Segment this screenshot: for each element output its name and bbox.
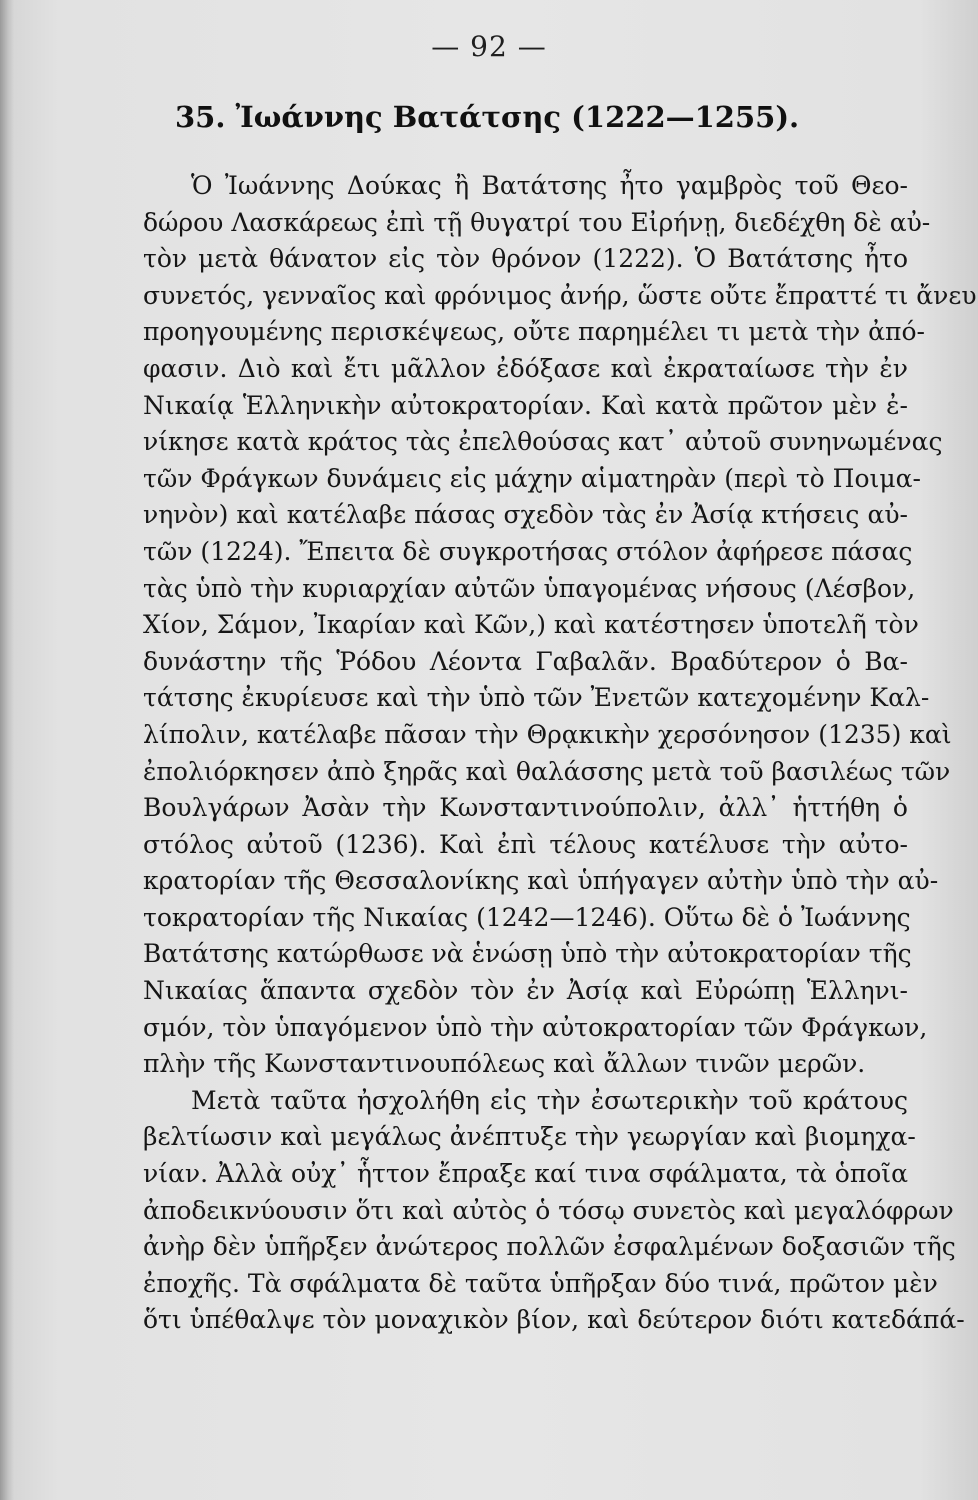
text-line: ἐπολιόρκησεν ἀπὸ ξηρᾶς καὶ θαλάσσης μετὰ τοῦ βασιλέως τῶν — [143, 756, 951, 786]
text-line: Νικαίας ἅπαντα σχεδὸν τὸν ἐν Ἀσίᾳ καὶ Εὐρώπῃ Ἑλληνι- — [143, 976, 908, 1006]
text-line: τοκρατορίαν τῆς Νικαίας (1242—1246). Οὕτω δὲ ὁ Ἰωάννης — [143, 902, 911, 932]
text-line: νίκησε κατὰ κράτος τὰς ἐπελθούσας κατ᾽ αὐτοῦ συνηνωμένας — [143, 427, 943, 457]
text-line: Χίον, Σάμον, Ἰκαρίαν καὶ Κῶν,) καὶ κατέστησεν ὑποτελῆ τὸν — [143, 610, 919, 640]
text-line: πλὴν τῆς Κωνσταντινουπόλεως καὶ ἄλλων τινῶν μερῶν. — [143, 1049, 866, 1079]
text-line: Νικαίᾳ Ἑλληνικὴν αὐτοκρατορίαν. Καὶ κατὰ πρῶτον μὲν ἐ- — [143, 390, 908, 420]
text-line: τῶν Φράγκων δυνάμεις εἰς μάχην αἱματηρὰν (περὶ τὸ Ποιμα- — [143, 463, 921, 493]
text-line: βελτίωσιν καὶ μεγάλως ἀνέπτυξε τὴν γεωργίαν καὶ βιομηχα- — [143, 1122, 916, 1152]
text-line: νίαν. Ἀλλὰ οὐχ᾽ ἧττον ἔπραξε καί τινα σφάλματα, τὰ ὁποῖα — [143, 1159, 908, 1189]
text-line: τὰς ὑπὸ τὴν κυριαρχίαν αὐτῶν ὑπαγομένας νήσους (Λέσβον, — [143, 573, 916, 603]
text-line: φασιν. Διὸ καὶ ἔτι μᾶλλον ἐδόξασε καὶ ἐκραταίωσε τὴν ἐν — [143, 353, 908, 383]
body-text — [143, 168, 977, 1339]
text-line: δυνάστην τῆς Ῥόδου Λέοντα Γαβαλᾶν. Βραδύτερον ὁ Βα- — [143, 646, 908, 676]
page-number: — 92 — — [431, 30, 547, 63]
text-line: Ὁ Ἰωάννης Δούκας ἢ Βατάτσης ἦτο γαμβρὸς τοῦ Θεο- — [191, 171, 908, 200]
text-line: τάτσης ἐκυρίευσε καὶ τὴν ὑπὸ τῶν Ἐνετῶν κατεχομένην Καλ- — [143, 683, 930, 713]
text-line: στόλος αὐτοῦ (1236). Καὶ ἐπὶ τέλους κατέλυσε τὴν αὐτο- — [143, 829, 908, 859]
text-line: τὸν μετὰ θάνατον εἰς τὸν θρόνον (1222). Ὁ Βατάτσης ἦτο — [143, 244, 908, 274]
text-line: κρατορίαν τῆς Θεσσαλονίκης καὶ ὑπήγαγεν αὐτὴν ὑπὸ τὴν αὐ- — [143, 866, 939, 896]
text-line: ἐποχῆς. Τὰ σφάλματα δὲ ταῦτα ὑπῆρξαν δύο τινά, πρῶτον μὲν — [143, 1268, 938, 1298]
chapter-heading: 35. Ἰωάννης Βατάτσης (1222—1255). — [175, 100, 800, 134]
text-line: Μετὰ ταῦτα ἠσχολήθη εἰς τὴν ἐσωτερικὴν τοῦ κράτους — [191, 1085, 908, 1115]
text-line: συνετός, γενναῖος καὶ φρόνιμος ἀνήρ, ὥστε οὔτε ἔπραττέ τι ἄνευ — [143, 280, 977, 310]
text-line: νηνὸν) καὶ κατέλαβε πάσας σχεδὸν τὰς ἐν Ἀσίᾳ κτήσεις αὐ- — [143, 500, 908, 530]
text-line: ἀνὴρ δὲν ὑπῆρξεν ἀνώτερος πολλῶν ἐσφαλμένων δοξασιῶν τῆς — [143, 1232, 956, 1262]
text-line: σμόν, τὸν ὑπαγόμενον ὑπὸ τὴν αὐτοκρατορίαν τῶν Φράγκων, — [143, 1012, 928, 1042]
text-line: Βατάτσης κατώρθωσε νὰ ἑνώσῃ ὑπὸ τὴν αὐτοκρατορίαν τῆς — [143, 939, 912, 969]
text-line: προηγουμένης περισκέψεως, οὔτε παρημέλει τι μετὰ τὴν ἀπό- — [143, 317, 925, 347]
text-line: λίπολιν, κατέλαβε πᾶσαν τὴν Θρᾳκικὴν χερσόνησον (1235) καὶ — [143, 719, 952, 749]
text-line: δώρου Λασκάρεως ἐπὶ τῇ θυγατρί του Εἰρήνῃ, διεδέχθη δὲ αὐ- — [143, 207, 931, 237]
text-line: Βουλγάρων Ἀσὰν τὴν Κωνσταντινούπολιν, ἀλλ᾽ ἡττήθη ὁ — [143, 793, 908, 823]
binding-shadow — [0, 0, 14, 1500]
text-line: ἀποδεικνύουσιν ὅτι καὶ αὐτὸς ὁ τόσῳ συνετὸς καὶ μεγαλόφρων — [143, 1195, 954, 1225]
text-line: τῶν (1224). Ἔπειτα δὲ συγκροτήσας στόλον ἀφήρεσε πάσας — [143, 536, 913, 566]
text-line: ὅτι ὑπέθαλψε τὸν μοναχικὸν βίον, καὶ δεύτερον διότι κατεδάπά- — [143, 1305, 965, 1335]
